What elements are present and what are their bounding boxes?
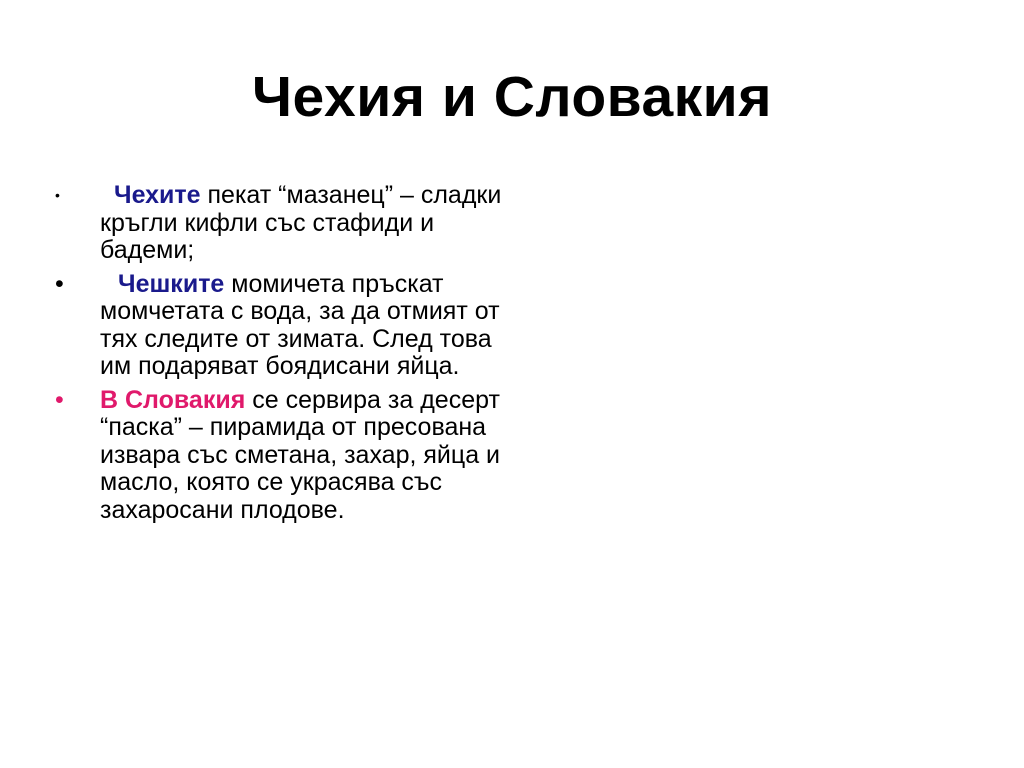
bullet-item-czechs: [55, 182, 515, 265]
bullet-item-czech-girls: [55, 271, 515, 381]
slide-title: Чехия и Словакия: [252, 65, 772, 129]
bullet-lead-czech-girls: Чешките: [118, 269, 225, 298]
bullet-marker: •: [55, 187, 60, 203]
bullet-lead-czechs: Чехите: [114, 181, 201, 209]
bullet-list: [55, 182, 515, 530]
bullet-text-czech-girls: момичета пръскат момчетата с вода, за да отмият от тях следите от зимата. След това им подаряват боядисани яйца.: [100, 269, 500, 380]
bullet-text-slovakia: се сервира за десерт “паска” – пирамида от пресована извара със сметана, захар, яйца и масло, която се украсява със захаросани плодове.: [100, 385, 501, 524]
bullet-lead-slovakia: В Словакия: [100, 385, 246, 414]
bullet-marker: •: [55, 269, 64, 298]
bullet-marker: •: [55, 385, 64, 414]
bullet-item-slovakia: [55, 387, 515, 525]
bullet-text-czechs: пекат “мазанец” – сладки кръгли кифли със стафиди и бадеми;: [100, 181, 502, 264]
